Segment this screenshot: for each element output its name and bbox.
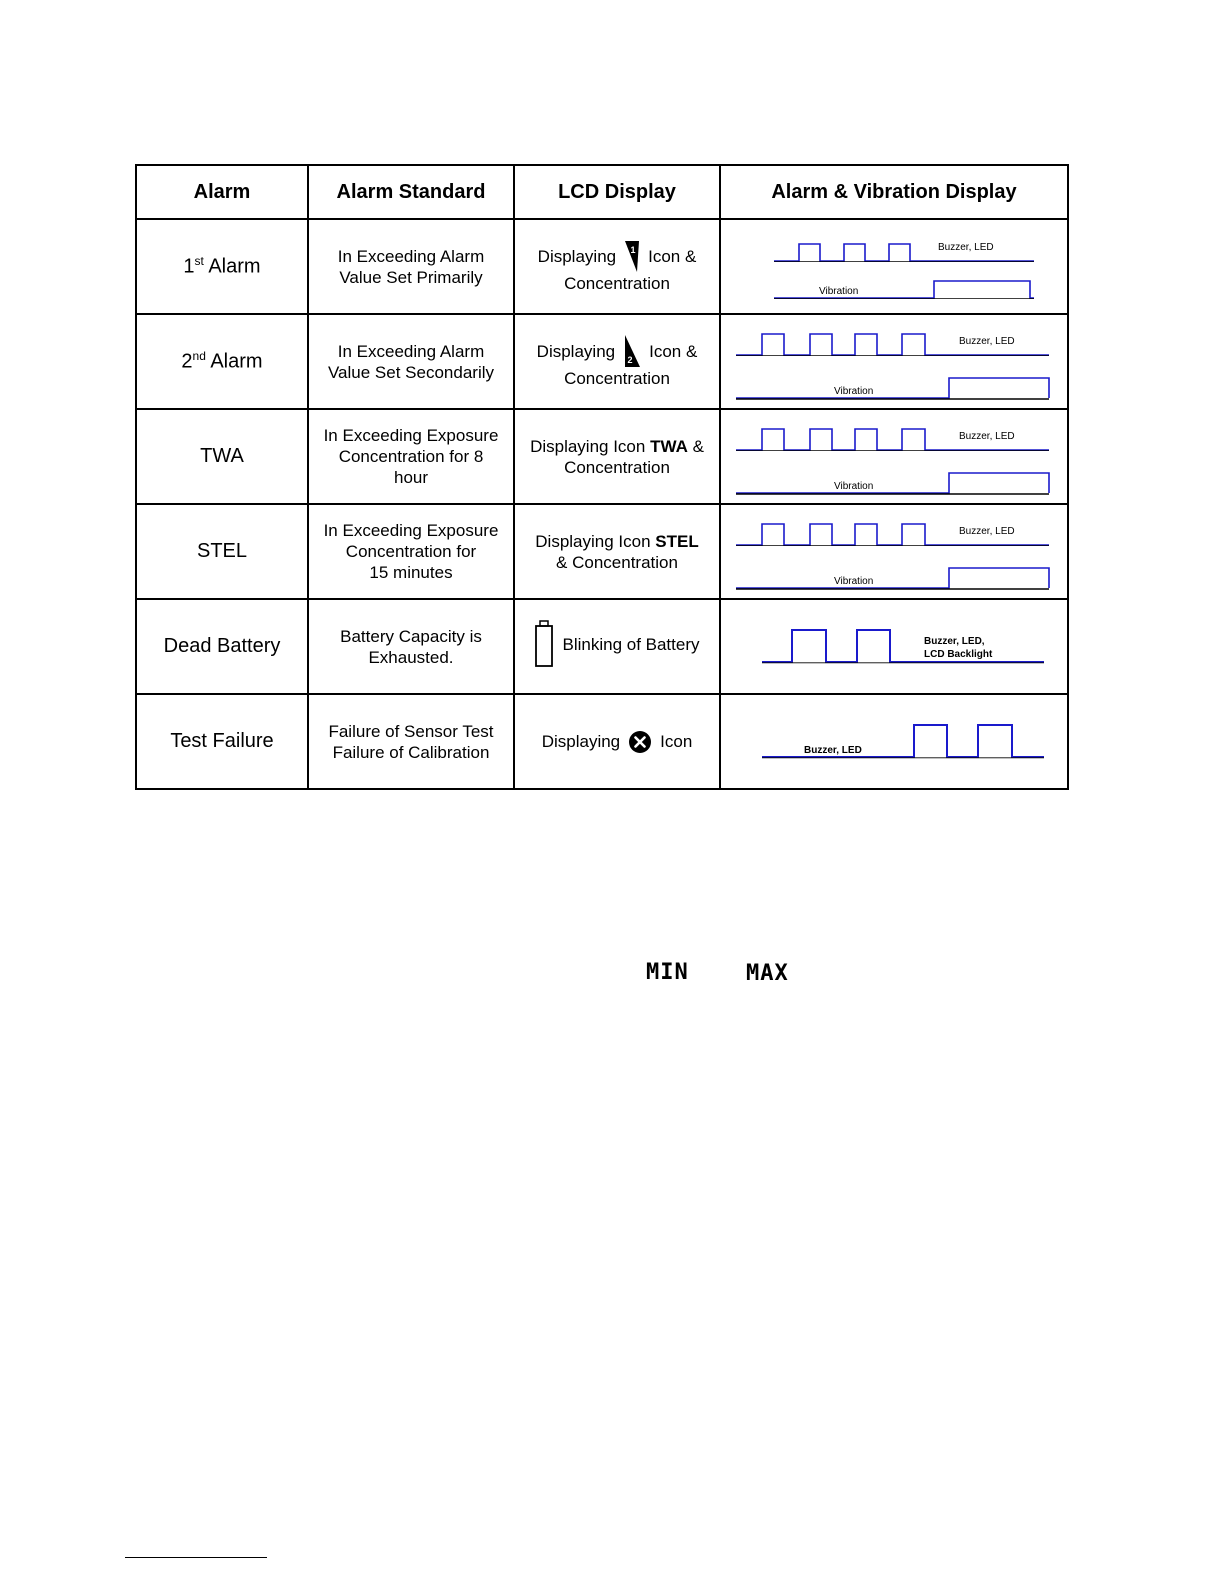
alarm-cell: 2nd Alarm (136, 314, 308, 409)
min-label: MIN (646, 960, 689, 985)
table-row-dead-battery (136, 599, 1068, 694)
wave-bottom-label: Vibration (834, 575, 874, 587)
wave-label-line1: Buzzer, LED, (924, 635, 985, 647)
table-row-1st-alarm (136, 219, 1068, 314)
lcd-display-cell: Blinking of Battery (514, 599, 720, 694)
alarm-vibration-cell (720, 599, 1068, 694)
header-row (136, 165, 1068, 219)
alarm-standard-cell: In Exceeding Exposure Concentration for 15 minutes (308, 504, 514, 599)
footnote-divider (125, 1557, 267, 1558)
lcd-display-cell: Displaying Icon (514, 694, 720, 789)
wave-label: Buzzer, LED (804, 744, 862, 756)
buzzer-vibration-waveform (729, 512, 1059, 592)
alarm-cell: STEL (136, 504, 308, 599)
buzzer-vibration-waveform (744, 232, 1044, 302)
svg-text:1: 1 (630, 245, 636, 255)
alarm-standard-cell: Failure of Sensor Test Failure of Calibration (308, 694, 514, 789)
x-circle-icon (628, 730, 652, 754)
alarm-cell: 1st Alarm (136, 219, 308, 314)
table-row-twa (136, 409, 1068, 504)
lcd-display-cell: Displaying 2 Icon & Concentration (514, 314, 720, 409)
twa-icon-label: TWA (650, 436, 688, 456)
wave-bottom-label: Vibration (834, 385, 874, 397)
lcd-display-cell: Displaying Icon TWA & Concentration (514, 409, 720, 504)
alarm-table (135, 164, 1069, 790)
buzzer-vibration-waveform (729, 322, 1059, 402)
header-alarm-standard: Alarm Standard (308, 165, 514, 219)
alarm-1-flag-icon (624, 239, 640, 273)
svg-text:2: 2 (627, 355, 633, 365)
wave-bottom-label: Vibration (834, 480, 874, 492)
alarm-standard-cell: Battery Capacity is Exhausted. (308, 599, 514, 694)
wave-top-label: Buzzer, LED (959, 525, 1015, 537)
alarm-vibration-cell (720, 694, 1068, 789)
alarm-standard-cell: In Exceeding Alarm Value Set Primarily (308, 219, 514, 314)
alarm-vibration-cell (720, 409, 1068, 504)
lcd-display-cell: Displaying 1 Icon & Concentration (514, 219, 720, 314)
buzzer-led-backlight-waveform (744, 622, 1044, 672)
stel-icon-label: STEL (655, 531, 699, 551)
table-row-test-failure (136, 694, 1068, 789)
alarm-cell: Dead Battery (136, 599, 308, 694)
table-row-2nd-alarm (136, 314, 1068, 409)
header-alarm: Alarm (136, 165, 308, 219)
header-alarm-vibration-display: Alarm & Vibration Display (720, 165, 1068, 219)
header-lcd-display: LCD Display (514, 165, 720, 219)
buzzer-vibration-waveform (729, 417, 1059, 497)
buzzer-led-waveform (744, 717, 1044, 767)
wave-top-label: Buzzer, LED (959, 335, 1015, 347)
wave-bottom-label: Vibration (819, 285, 859, 297)
lcd-display-cell: Displaying Icon STEL & Concentration (514, 504, 720, 599)
max-label: MAX (746, 961, 789, 986)
alarm-vibration-cell (720, 504, 1068, 599)
battery-icon (534, 620, 554, 668)
alarm-vibration-cell (720, 219, 1068, 314)
wave-top-label: Buzzer, LED (959, 430, 1015, 442)
alarm-2-flag-icon (623, 334, 641, 368)
wave-label-line2: LCD Backlight (924, 648, 993, 660)
alarm-cell: Test Failure (136, 694, 308, 789)
alarm-standard-cell: In Exceeding Exposure Concentration for 8 hour (308, 409, 514, 504)
alarm-vibration-cell (720, 314, 1068, 409)
wave-top-label: Buzzer, LED (938, 241, 994, 253)
table-row-stel (136, 504, 1068, 599)
alarm-standard-cell: In Exceeding Alarm Value Set Secondarily (308, 314, 514, 409)
alarm-cell: TWA (136, 409, 308, 504)
